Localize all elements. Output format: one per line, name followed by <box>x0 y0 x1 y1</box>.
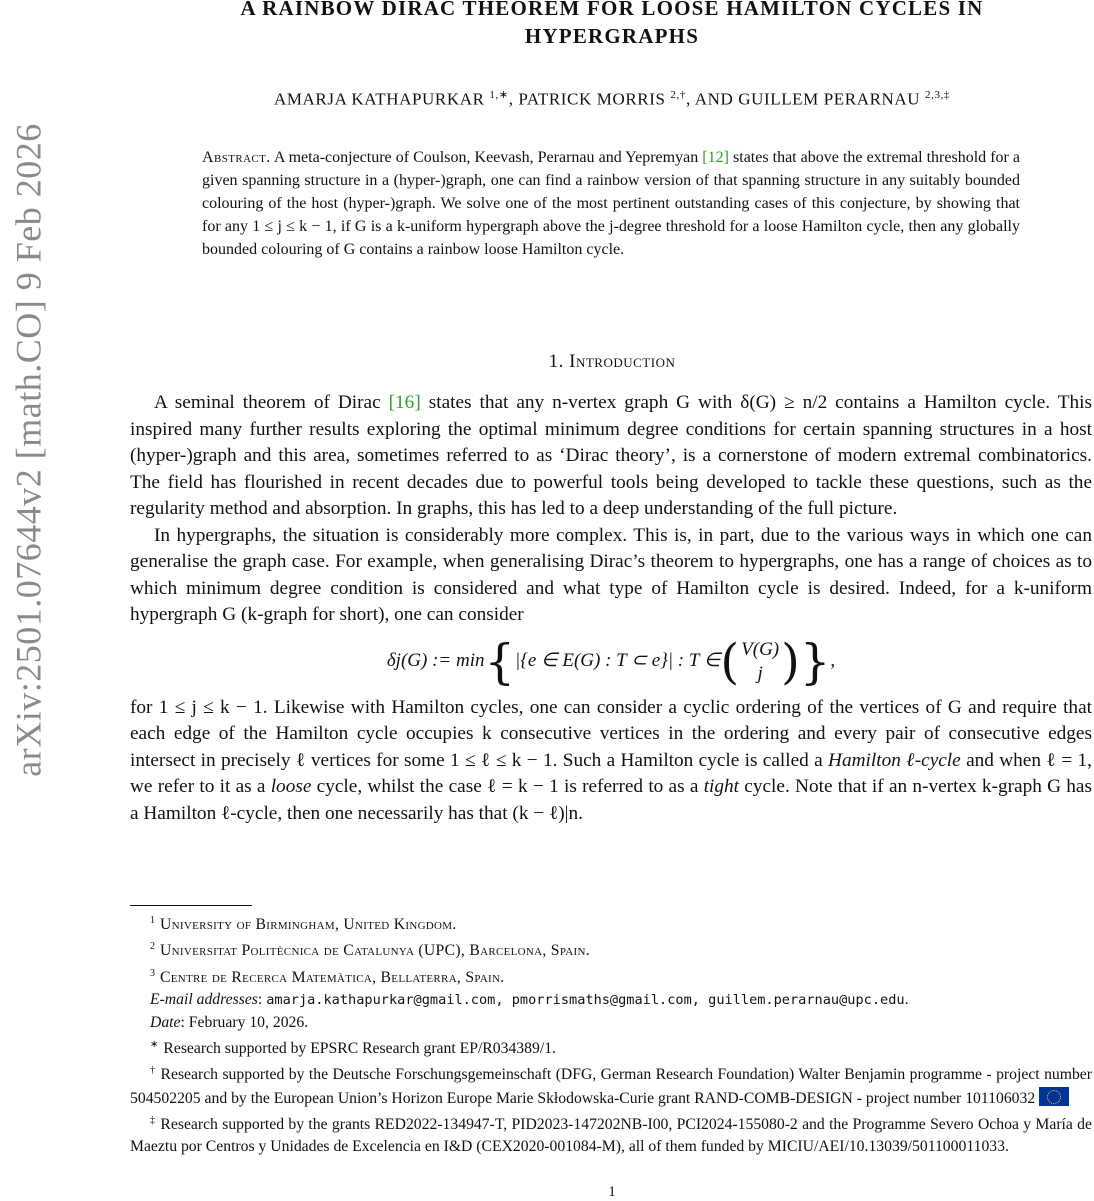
author-and: AND <box>694 89 734 109</box>
page-number: 1 <box>608 1184 616 1200</box>
author-2-affil: 2,† <box>670 89 686 101</box>
date-value: February 10, 2026. <box>188 1013 309 1031</box>
footnote-affiliation-3 <box>130 963 1092 989</box>
footnote-funding-dagger <box>130 1060 1092 1110</box>
footnote-mark-star: ∗ <box>150 1038 159 1050</box>
equation-paren-left: ( <box>720 633 740 690</box>
footnote-mark-3: 3 <box>150 967 155 979</box>
footnotes <box>130 910 1092 1158</box>
funding-dfg-eu: Research supported by the Deutsche Forschungsgemeinschaft (DFG, German Research Foundation) Walter Benjamin programme - project number 504502205 and by the European Union’s Horizon Europe Marie Skłodowska-Curie grant RAND-COMB-DESIGN - project number 101106032 <box>130 1066 1092 1107</box>
footnote-affiliation-1 <box>130 910 1092 936</box>
author-1: AMARJA KATHAPURKAR <box>273 89 485 109</box>
paragraph-1-text-b: states that any n-vertex graph G with δ(G) ≥ n/2 contains a Hamilton cycle. This inspired many further results exploring the optimal minimum degree conditions for certain spanning structures in a host (hyper-)graph and this area, sometimes referred to as ‘Dirac theory’, is a cornerstone of modern extremal combinatorics. The field has flourished in recent decades due to powerful tools being developed to tackle these questions, such as the regularity method and absorption. In graphs, this has led to a deep understanding of the full picture. <box>130 392 1092 519</box>
citation-link-16[interactable]: [16] <box>388 392 421 413</box>
paragraph-3 <box>130 695 1092 828</box>
equation-comma: , <box>830 650 836 672</box>
abstract-label: Abstract. <box>202 149 271 166</box>
title-line-2: HYPERGRAPHS <box>524 24 700 48</box>
footnote-funding-ddagger <box>130 1110 1092 1159</box>
date-label: Date <box>150 1013 181 1031</box>
email-label: E-mail addresses <box>150 991 258 1009</box>
affiliation-1: University of Birmingham, United Kingdom. <box>160 916 457 934</box>
affiliation-3: Centre de Recerca Matemàtica, Bellaterra, Spain. <box>160 969 505 987</box>
paragraph-1 <box>130 390 1092 523</box>
equation-inner: |{e ∈ E(G) : T ⊂ e}| : T ∈ <box>515 650 721 672</box>
paragraph-1-text-a: A seminal theorem of Dirac <box>154 392 381 413</box>
section-number: 1. <box>548 351 564 372</box>
equation-paren-right: ) <box>781 633 800 690</box>
funding-epsrc: Research supported by EPSRC Research grant EP/R034389/1. <box>163 1039 556 1057</box>
equation-brace-right: } <box>799 633 831 690</box>
citation-link-12[interactable]: [12] <box>702 149 729 166</box>
equation-brace-left: { <box>484 633 516 690</box>
abstract-text-2: states that above the extremal threshold for a given spanning structure in a (hyper-)graph, one can find a rainbow version of that spanning structure in any suitably bounded colouring of the host (hyper-)graph. We solve one of the most pertinent outstanding cases of this conjecture, by showing that for any 1 ≤ j ≤ k − 1, if G is a k-uniform hypergraph above the j-degree threshold for a loose Hamilton cycle, then any globally bounded colouring of G contains a rainbow loose Hamilton cycle. <box>202 149 1021 258</box>
paragraph-3-text-d: cycle. Note that if an n-vertex k-graph G has a Hamilton ℓ-cycle, then one necessarily has that (k − ℓ)|n. <box>130 776 1092 824</box>
eu-flag-icon <box>1039 1087 1069 1106</box>
footnote-affiliation-2 <box>130 936 1092 962</box>
paper-title <box>130 0 1094 50</box>
funding-miciu: Research supported by the grants RED2022-134947-T, PID2023-147202NB-I00, PCI2024-155080-2 and the Programme Severo Ochoa y María de Maeztu por Centros y Unidades de Excelencia en I&D (CEX2020-001084-M), all of them funded by MICIU/AEI/10.13039/501100011033. <box>130 1116 1092 1156</box>
affiliation-2: Universitat Politècnica de Catalunya (UPC), Barcelona, Spain. <box>160 942 590 960</box>
footnote-mark-ddagger: ‡ <box>150 1114 156 1126</box>
author-list: AMARJA KATHAPURKAR $^{1,∗}$, PATRICK MORRIS $^{2,\dagger}$, AND GUILLEM PERARNAU $^{2,3,\ddagger}$ <box>273 89 951 109</box>
paragraph-3-text-c: cycle, whilst the case ℓ = k − 1 is referred to as a <box>316 776 699 797</box>
display-equation <box>130 629 1092 695</box>
footnote-mark-1: 1 <box>150 915 155 926</box>
term-hamilton-l-cycle: Hamilton ℓ-cycle <box>828 749 961 771</box>
author-1-affil: 1,∗ <box>489 89 509 101</box>
binomial-top: V(G) <box>741 638 780 660</box>
footnote-mark-dagger: † <box>150 1065 156 1077</box>
title-line-1: A RAINBOW DIRAC THEOREM FOR LOOSE HAMILTON CYCLES IN <box>240 0 984 20</box>
abstract <box>202 146 1020 261</box>
equation-lhs: δj(G) := min <box>386 650 485 672</box>
term-tight: tight <box>703 776 740 797</box>
arxiv-identifier: arXiv:2501.07644v2 [math.CO] 9 Feb 2026 <box>9 123 49 777</box>
arxiv-sidebar-stamp <box>0 0 60 900</box>
author-2: PATRICK MORRIS <box>518 89 666 109</box>
body-text <box>130 390 1092 827</box>
paragraph-3-text-a: for 1 ≤ j ≤ k − 1. Likewise with Hamilton cycles, one can consider a cyclic ordering of the vertices of G and require that each edge of the Hamilton cycle occupies k consecutive vertices in the ordering and every pair of consecutive edges intersect in precisely ℓ vertices for some 1 ≤ ℓ ≤ k − 1. Such a Hamilton cycle is called a <box>130 696 1092 771</box>
equation-binomial <box>741 638 779 686</box>
paragraph-3-text-b: and when ℓ = 1, we refer to it as a <box>130 749 1093 797</box>
term-loose: loose <box>270 776 312 797</box>
author-3-affil: 2,3,‡ <box>925 89 951 101</box>
section-heading <box>130 351 1094 373</box>
abstract-text-1: A meta-conjecture of Coulson, Keevash, Perarnau and Yepremyan <box>273 149 699 166</box>
footnote-date: Date: February 10, 2026. <box>150 1013 309 1031</box>
footnote-funding-star <box>130 1034 1092 1060</box>
email-addresses[interactable]: amarja.kathapurkar@gmail.com, pmorrismaths@gmail.com, guillem.perarnau@upc.edu <box>266 992 905 1009</box>
binomial-bottom: j <box>757 662 763 684</box>
paragraph-2: In hypergraphs, the situation is considerably more complex. This is, in part, due to the various ways in which one can generalise the graph case. For example, when generalising Dirac’s theorem to hypergraphs, one has a range of choices as to which minimum degree condition is considered and what type of Hamilton cycle is desired. Indeed, for a k-uniform hypergraph G (k-graph for short), one can consider <box>130 524 1092 625</box>
footnote-mark-2: 2 <box>150 941 155 953</box>
author-3: GUILLEM PERARNAU <box>738 89 921 109</box>
footnote-emails: E-mail addresses: amarja.kathapurkar@gmail.com, pmorrismaths@gmail.com, guillem.perarnau@upc.edu. <box>150 991 909 1009</box>
section-title: Introduction <box>569 351 676 372</box>
footnote-rule <box>130 905 252 906</box>
